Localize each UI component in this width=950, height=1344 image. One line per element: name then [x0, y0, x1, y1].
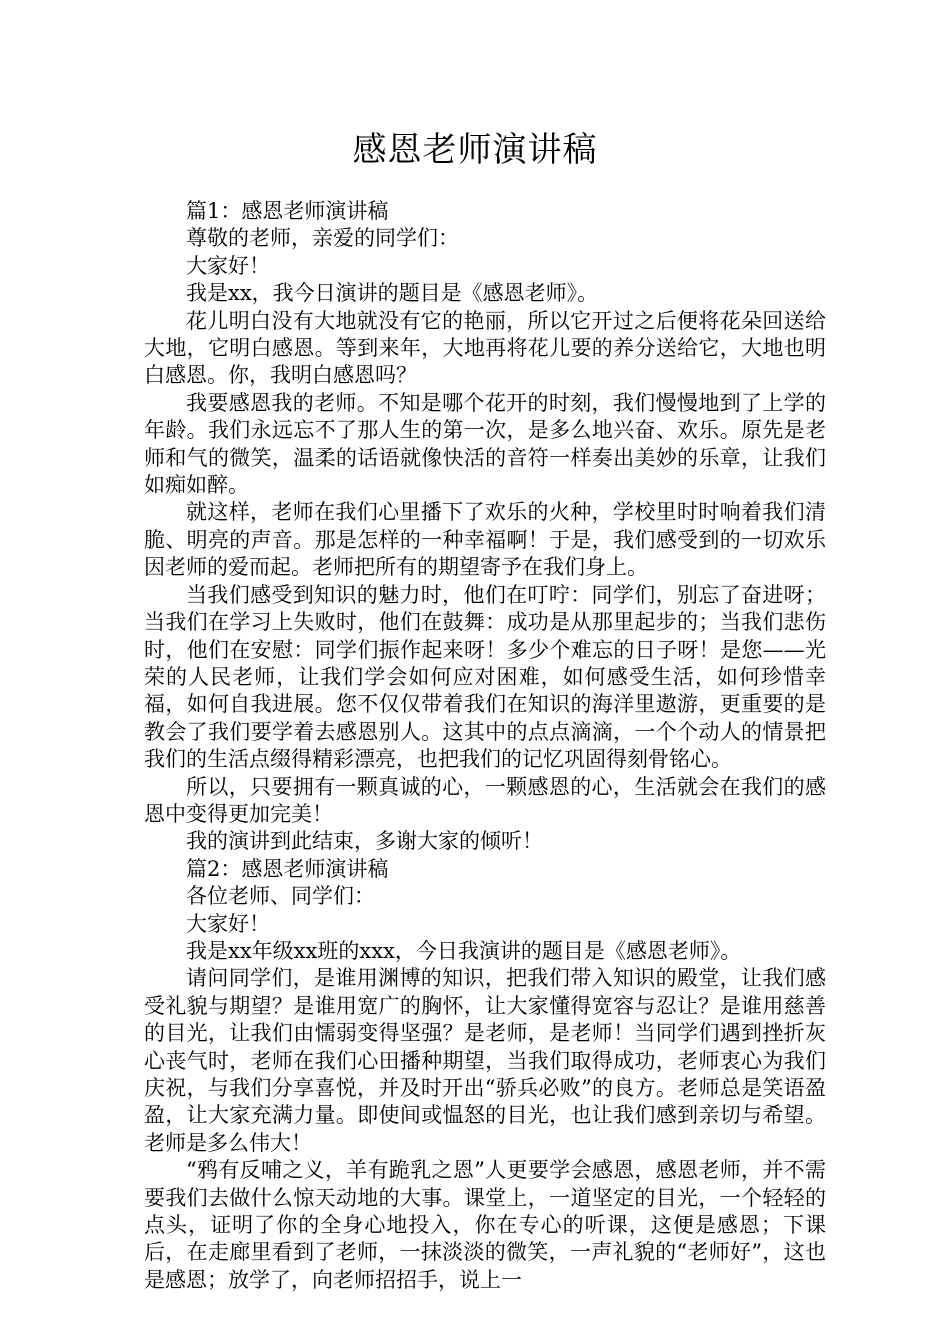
paragraph: 大家好！	[186, 911, 270, 936]
paragraph: 我是xx年级xx班的xxx，今日我演讲的题目是《感恩老师》。	[186, 938, 742, 963]
paragraph: 我要感恩我的老师。不知是哪个花开的时刻，我们慢慢地到了上学的年龄。我们永远忘不了那人生的第一次，是多么地兴奋、欢乐。原先是老师和气的微笑，温柔的话语就像快活的音符一样奏出美妙的乐章，让我们如痴如醉。	[144, 390, 826, 498]
paragraph: 就这样，老师在我们心里播下了欢乐的火种，学校里时时响着我们清脆、明亮的声音。那是怎样的一种幸福啊！于是，我们感受到的一切欢乐因老师的爱而起。老师把所有的期望寄予在我们身上。	[144, 500, 826, 580]
paragraph: 各位老师、同学们：	[186, 884, 375, 909]
paragraph: 当我们感受到知识的魅力时，他们在叮咛：同学们，别忘了奋进呀；当我们在学习上失败时，他们在鼓舞：成功是从那里起步的；当我们悲伤时，他们在安慰：同学们振作起来呀！多少个难忘的日子呀！是您——光荣的人民老师，让我们学会如何应对困难，如何感受生活，如何珍惜幸福，如何自我进展。您不仅仅带着我们在知识的海洋里遨游，更重要的是教会了我们要学着去感恩别人。这其中的点点滴滴，一个个动人的情景把我们的生活点缀得精彩漂亮，也把我们的记忆巩固得刻骨铭心。	[144, 582, 826, 772]
paragraph: 我是xx，我今日演讲的题目是《感恩老师》。	[186, 281, 599, 306]
document-body	[144, 198, 826, 1294]
paragraph: 请问同学们，是谁用渊博的知识，把我们带入知识的殿堂，让我们感受礼貌与期望？是谁用宽广的胸怀，让大家懂得宽容与忍让？是谁用慈善的目光，让我们由懦弱变得坚强？是老师，是老师！当同学们遇到挫折灰心丧气时，老师在我们心田播种期望，当我们取得成功，老师衷心为我们庆祝，与我们分享喜悦，并及时开出“骄兵必败”的良方。老师总是笑语盈盈，让大家充满力量。即使间或愠怒的目光，也让我们感到亲切与希望。老师是多么伟大！	[144, 966, 826, 1155]
paragraph: “鸦有反哺之义，羊有跪乳之恩”人更要学会感恩，感恩老师，并不需要我们去做什么惊天动地的大事。课堂上，一道坚定的目光，一个轻轻的点头，证明了你的全身心地投入，你在专心的听课，这便是感恩；下课后，在走廊里看到了老师，一抹淡淡的微笑，一声礼貌的“老师好”，这也是感恩；放学了，向老师招招手，说上一	[144, 1158, 826, 1292]
document-title: 感恩老师演讲稿	[352, 130, 598, 170]
paragraph: 我的演讲到此结束，多谢大家的倾听！	[186, 829, 543, 854]
paragraph: 花儿明白没有大地就没有它的艳丽，所以它开过之后便将花朵回送给大地，它明白感恩。等到来年，大地再将花儿要的养分送给它，大地也明白感恩。你，我明白感恩吗？	[144, 308, 826, 388]
paragraph: 篇2：感恩老师演讲稿	[186, 856, 389, 881]
paragraph: 尊敬的老师，亲爱的同学们：	[186, 226, 459, 251]
paragraph: 大家好！	[186, 253, 270, 278]
paragraph: 篇1：感恩老师演讲稿	[186, 199, 389, 223]
paragraph: 所以，只要拥有一颗真诚的心，一颗感恩的心，生活就会在我们的感恩中变得更加完美！	[144, 774, 826, 826]
